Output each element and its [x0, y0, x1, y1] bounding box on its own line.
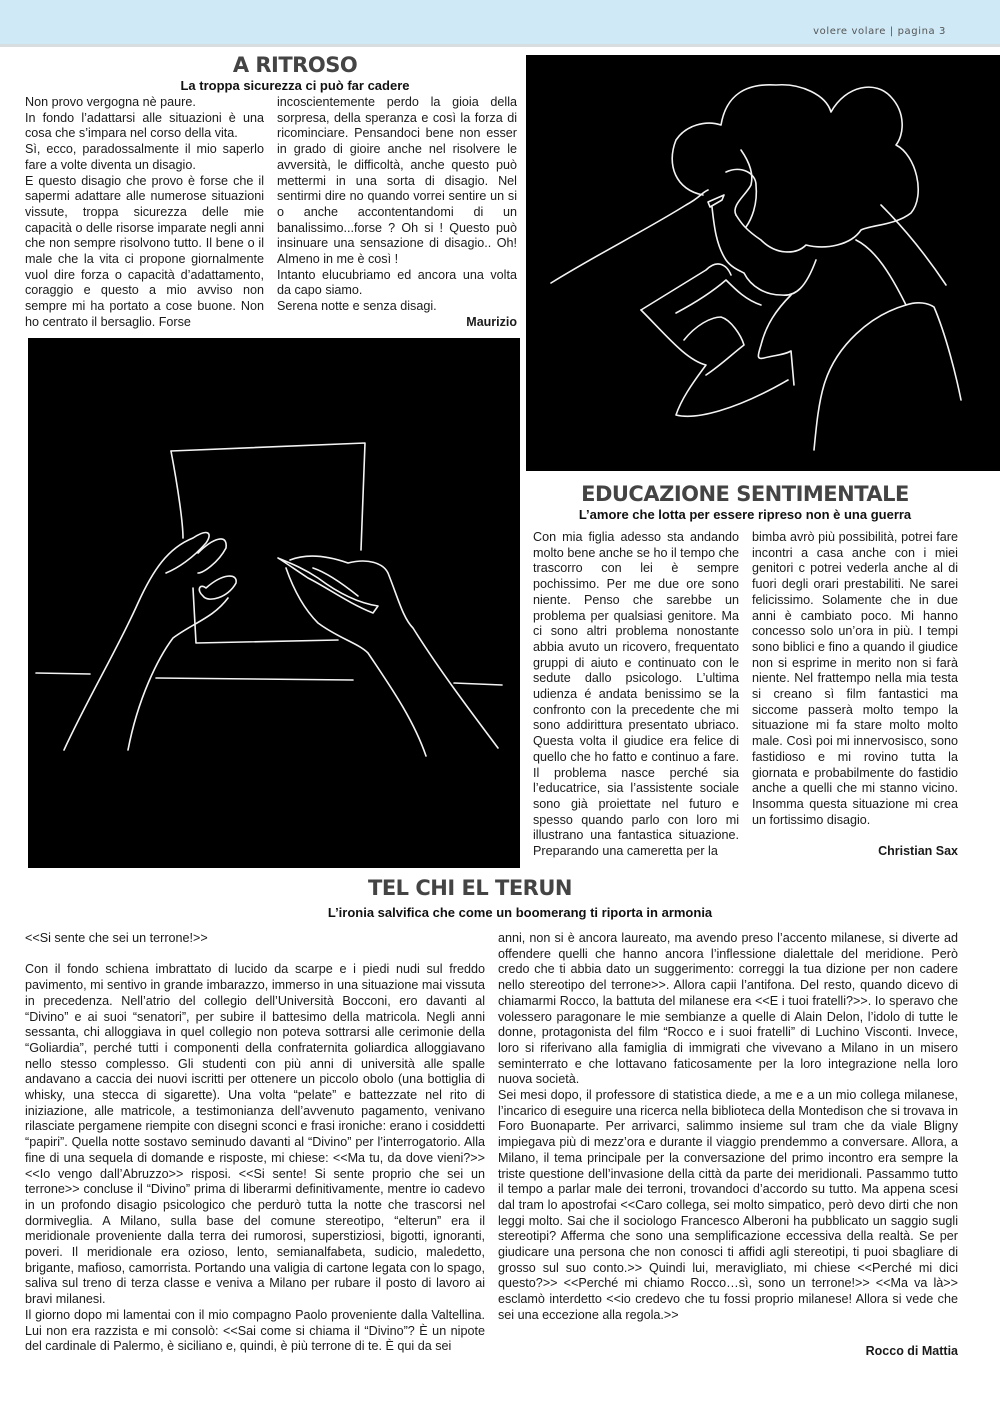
- paragraph: Con mia figlia adesso sta andando molto bene anche se ho il tempo che trascorro con lei è sempre pochissimo. Per me due ore sono niente. Penso che sarebbe un problema per qualsiasi genitore. Ma ci sono altri problema nonostante abbia avuto un ricovero, frequentato gruppi di aiuto e continuato con le sedute dallo psicologo. L’ultima udienza é andata benissimo se la confronto con la precedente che mi sono addirittura presentato ubriaco. Questa volta il giudice era felice di quello che ho fatto e continuo a fare. Il problema nasce perché sia l’educatrice, sia l’assistente sociale sono già proiettate nel futuro e spesso quando parlo con loro mi illustrano una fantastica situazione. Preparando una cameretta per la: [533, 530, 739, 859]
- illustration-hands-paper: [28, 338, 520, 868]
- author-ritroso: Maurizio: [466, 315, 517, 329]
- running-title: volere volare | pagina 3: [813, 26, 946, 37]
- article-column-educazione-1: [533, 530, 739, 860]
- paragraph: Sì, ecco, paradossalmente il mio saperlo fare a volte diventa un disagio.: [25, 142, 264, 172]
- article-column-terun-1: [25, 931, 485, 1355]
- article-column-educazione-2: [752, 530, 958, 828]
- article-title-educazione: EDUCAZIONE SENTIMENTALE: [581, 482, 909, 506]
- paragraph: Intanto elucubriamo ed ancora una volta da capo siamo.: [277, 267, 517, 298]
- paragraph: incoscientemente perdo la gioia della sorpresa, della speranza e così la forza di ricominciare. Pensandoci bene non esser in grado di gioire anche nel risolvere le avversità, le difficoltà, anche questo può mettermi in una sorta di disagio. Nel sentirmi dire no quando vorrei sentire un si o anche accontentandomi di un banalissimo...forse ? Oh si ! Questo può insinuare una sensazione di disagio.. Oh! Almeno in me è così !: [277, 95, 517, 267]
- paragraph: E questo disagio che provo è forse che il sapermi adattare alle numerose situazioni vissute, troppa sicurezza delle mie capacità o delle risorse imparate negli anni che non sempre risolvono tutto. Il bene o il male che la vita ci propone giornalmente vuol dire forza o capacità d’adattamento, coraggio e questo a mio avviso non sempre mi ha portato a cose buone. Non ho centrato il bersaglio. Forse: [25, 173, 264, 329]
- article-subtitle-educazione: L’amore che lotta per essere ripreso non è una guerra: [578, 507, 912, 522]
- article-title-ritroso: A RITROSO: [232, 53, 358, 77]
- paragraph: Non provo vergogna nè paure.: [25, 95, 196, 109]
- paragraph: bimba avrò più possibilità, potrei fare incontri a casa anche con i miei genitori c potrei vederla anche al di fuori degli orari prestabiliti. Ne sarei felicissimo. Solamente che in due anni è cambiato poco. Mi hanno concesso solo un’ora in più. I tempi sono biblici e fino a quando il giudice non si esprime in merito non si farà niente. Nel frattempo nella mia testa si creano sì film fantastici ma siccome passerà molto tempo la situazione mi fa stare molto molto male. Così poi mi innervosisco, sono fastidioso e mi rovino tutta la giornata e probabilmente do fastidio anche a quelli che mi stanno vicino. Insomma questa situazione mi crea un fortissimo disagio.: [752, 530, 958, 827]
- article-column-ritroso-2: [277, 95, 517, 315]
- page-header-band: [0, 0, 1000, 47]
- woman-writing-drawing: [526, 55, 1000, 471]
- article-column-terun-2: [498, 931, 958, 1324]
- hands-paper-drawing: [28, 338, 520, 868]
- paragraph: anni, non si è ancora laureato, ma avendo preso l’accento milanese, si diverte ad offendere quelli che hanno ancora l’inflessione dialettale del meridione. Però credo che ti abbia dato un suggerimento: correggi la tua dizione per non cadere nello stereotipo del terrone>>. Allora capii l’antifona. Del resto, quando dicevo di chiamarmi Rocco, la battuta del milanese era <<E i tuoi fratelli?>>. Io speravo che volessero paragonare le mie sembianze a quelle di Alain Delon, l’idolo di tutte le donne, protagonista del film “Rocco e i suoi fratelli” di Luchino Visconti. Invece, loro si riferivano alla famiglia di immigrati che vivevano a Milano in un misero seminterrato e che lottavano faticosamente per la loro integrazione nella loro nuova società.: [498, 931, 958, 1087]
- article-subtitle-ritroso: La troppa sicurezza ci può far cadere: [180, 78, 410, 93]
- illustration-woman-writing: [526, 55, 1000, 471]
- article-title-terun: TEL CHI EL TERUN: [368, 876, 572, 900]
- author-educazione: Christian Sax: [878, 844, 958, 858]
- paragraph: Con il fondo schiena imbrattato di lucido da scarpe e i piedi nudi sul freddo pavimento, mi sentivo in grande imbarazzo, immerso in una situazione mai vissuta in precedenza. Nell’atrio del collegio dell’Università Bocconi, ero davanti al “Divino” e ai suoi “senatori”, per subire il battesimo della matricola. Negli anni sessanta, chi alloggiava in quel collegio non poteva sottrarsi alle cerimonie della “Goliardia”, perché tutti i componenti della confraternita goliardica alloggiavano nello stesso complesso. Gli studenti con più anni di università alle spalle andavano a caccia dei nuovi iscritti per ottenere un piccolo obolo (una bottiglia di whisky, una stecca di sigarette). Una volta “pelate” e battezzate nel rito di iniziazione, alle matricole, a testimonianza dell’avvenuto pagamento, venivano rilasciate pergamene riempite con disegni sconci e frasi ironiche: erano i cosiddetti “papiri”. Quella notte sostavo seminudo davanti al “Divino” per l’interrogatorio. Alla fine di una sequela di domande e risposte, mi chiese: <<Ma tu, da dove vieni?>> <<Io vengo dall’Abruzzo>> risposi. <<Si sente! Si sente proprio che sei un terrone>> concluse il “Divino” prima di liberarmi definitivamente, mentre io cadevo in un profondo disagio psicologico che perdurò tutta la notte che trascorsi nel dormiveglia. A Milano, sulla base del comune stereotipo, “elterun” era il meridionale proveniente dalla terra dei rumorosi, superstiziosi, bigotti, ignoranti, poveri. Il meridionale era ozioso, lento, semianalfabeta, sudicio, maledetto, brigante, mafioso, camorrista. Portando una valigia di cartone legata con lo spago, saliva sul treno di terza classe e veniva a Milano per rubare il posto di lavoro ai bravi milanesi.: [25, 962, 485, 1307]
- paragraph: Il giorno dopo mi lamentai con il mio compagno Paolo proveniente dalla Valtellina. Lui non era razzista e mi consolò: <<Sai come si chiama il “Divino”? È un nipote del cardinale di Palermo, è siciliano e, quindi, è più terrone di te. È qui da sei: [25, 1307, 485, 1354]
- paragraph: <<Si sente che sei un terrone!>>: [25, 931, 208, 945]
- article-column-ritroso-1: [25, 95, 264, 331]
- paragraph: Serena notte e senza disagi.: [277, 299, 437, 314]
- article-subtitle-terun: L’ironia salvifica che come un boomerang ti riporta in armonia: [327, 905, 713, 920]
- paragraph: In fondo l’adattarsi alle situazioni è una cosa che s’impara nel corso della vita.: [25, 110, 264, 141]
- paragraph: Sei mesi dopo, il professore di statistica diede, a me e a un mio collega milanese, l’incarico di eseguire una ricerca nella biblioteca della Montedison che si trovava in Foro Buonaparte. Per arrivarci, salimmo insieme sul tram che da viale Bligny impiegava più di mezz’ora e durante il viaggio prendemmo a conversare. Allora, a Milano, il tema principale per la conversazione del primo incontro era sempre la triste questione dell’invasione della città da parte dei meridionali. Passammo tutto il tempo a parlar male dei terroni, trovandoci d’accordo su tutto. Ma appena scesi dal tram lo apostrofai <<Caro collega, sei molto simpatico, però devo dirti che non leggi molto. Sai che il sociologo Francesco Alberoni ha pubblicato un saggio sugli stereotipi? Afferma che sono una semplificazione eccessiva della realtà. Se per giudicare una persona che non conosci ti affidi agli stereotipi, ti puoi sbagliare di grosso sul suo conto.>> Quindi lui, meravigliato, mi chiese <<Perché mi dici questo?>> <<Perché mi chiamo Rocco…sì, sono un terrone!>> <<Ma va là>> esclamò interdetto <<io credevo che tu fossi proprio milanese! Allora si vede che sei una eccezione alla regola.>>: [498, 1088, 958, 1322]
- author-terun: Rocco di Mattia: [865, 1344, 958, 1358]
